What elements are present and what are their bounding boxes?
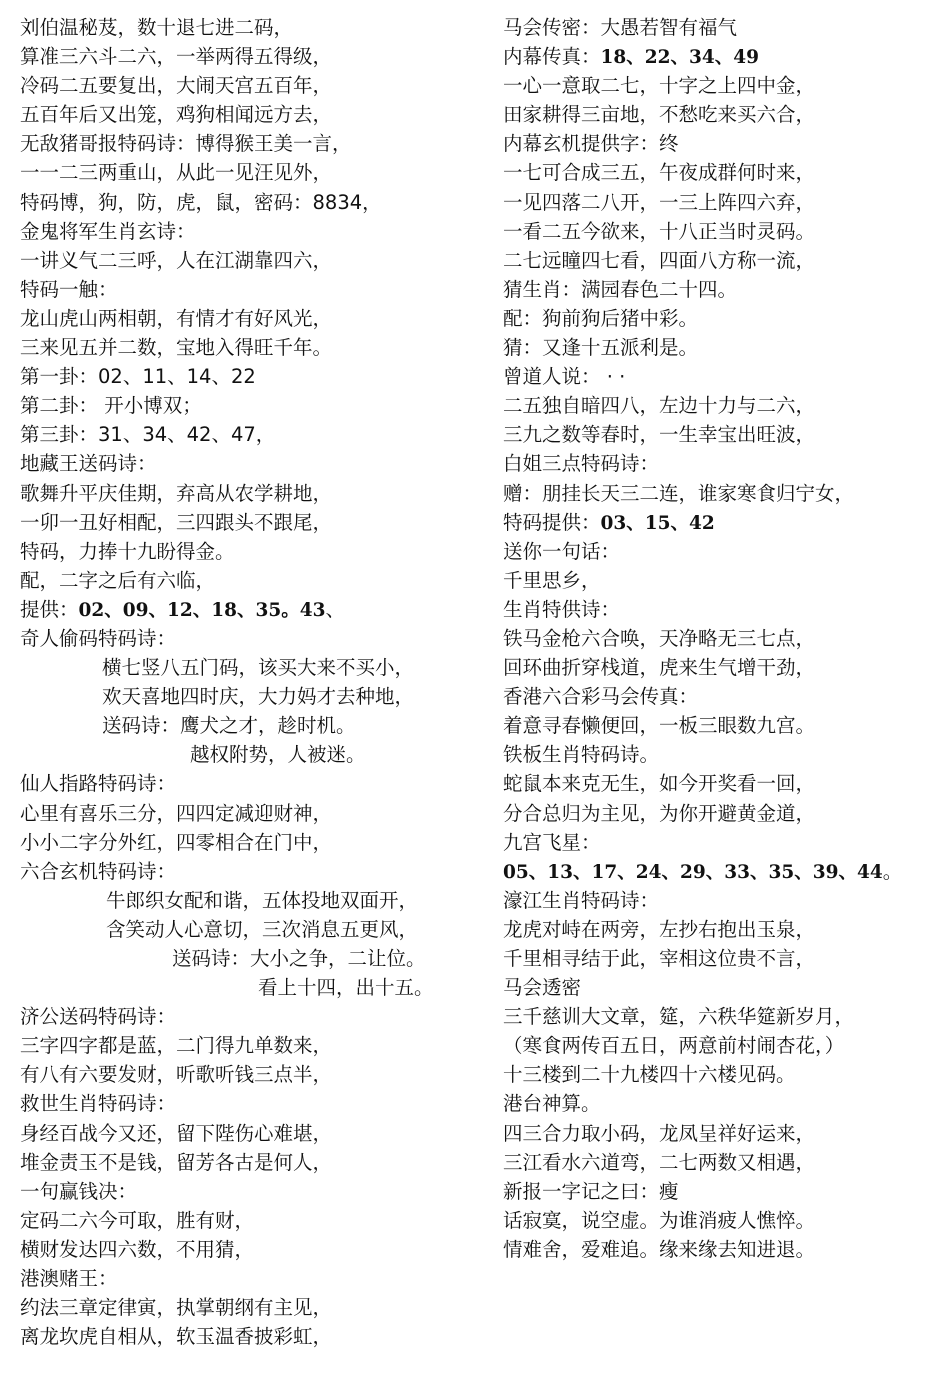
right-line: 回环曲折穿栈道，虎来生气增干劲，: [503, 656, 816, 680]
left-line: 一卯一丑好相配，三四跟头不跟尾，: [20, 510, 333, 534]
left-line: 济公送码特码诗：: [20, 1005, 177, 1029]
right-line: 猜生肖：满园春色二十四。: [503, 277, 738, 301]
left-line: 六合玄机特码诗：: [20, 859, 177, 883]
left-line: 横七竖八五门码，该买大来不买小，: [102, 656, 415, 680]
right-line: 龙虎对峙在两旁，左抄右抱出玉泉，: [503, 917, 816, 941]
left-line: 特码，力捧十九盼得金。: [20, 539, 235, 563]
left-column: [20, 13, 490, 1351]
right-line: 港台神算。: [503, 1092, 601, 1116]
left-line: 横财发达四六数，不用猜，: [20, 1237, 255, 1261]
left-line: 五百年后又出笼，鸡狗相闻远方去，: [20, 103, 333, 127]
left-line: 心里有喜乐三分，四四定减迎财神，: [20, 801, 333, 825]
left-line: 奇人偷码特码诗：: [20, 626, 177, 650]
left-line: 离龙坎虎自相从，软玉温香披彩虹，: [20, 1325, 333, 1349]
right-line: 话寂寞，说空虚。为谁消疲人憔悴。: [503, 1208, 816, 1232]
right-line: [503, 42, 923, 71]
right-line: 送你一句话：: [503, 539, 621, 563]
right-line: 一见四落二八开，一三上阵四六弃，: [503, 190, 816, 214]
code-numbers: 18、22、34、49: [600, 47, 759, 69]
right-line: （寒食两传百五日，两意前村闹杏花，）: [503, 1034, 845, 1058]
left-line: 身经百战今又还，留下陛伤心难堪，: [20, 1121, 333, 1145]
left-line: 第三卦：31、34、42、47，: [20, 423, 276, 447]
right-line: 二七远瞳四七看，四面八方称一流，: [503, 248, 816, 272]
left-line: 约法三章定律寅，执掌朝纲有主见，: [20, 1296, 333, 1320]
left-line: 第二卦： 开小博双；: [20, 394, 202, 418]
code-numbers: 05、13、17、24、29、33、35、39、44: [503, 861, 883, 883]
right-line: 铁马金枪六合唤，天净略无三七点，: [503, 626, 816, 650]
left-line: [20, 595, 490, 624]
left-line: 越权附势，人被迷。: [190, 743, 366, 767]
left-line: 送码诗：大小之争，二让位。: [172, 947, 426, 970]
right-line: 白姐三点特码诗：: [503, 452, 660, 476]
left-line: 小小二字分外红，四零相合在门中，: [20, 830, 333, 854]
right-line: 赠：朋挂长天三二连，谁家寒食归宁女，: [503, 481, 855, 505]
left-line: 定码二六今可取，胜有财，: [20, 1208, 255, 1232]
line-label: 特码提供：: [503, 510, 601, 534]
right-line: 曾道人说： · ·: [503, 365, 626, 389]
left-line: 送码诗：鹰犬之才，趁时机。: [102, 714, 356, 738]
line-suffix: 。: [882, 859, 903, 883]
right-line: 猜：又逢十五派利是。: [503, 336, 699, 360]
right-line: 马会透密: [503, 976, 582, 1000]
right-line: 新报一字记之曰：瘦: [503, 1179, 679, 1203]
left-line: 刘伯温秘芨，数十退七进二码，: [20, 16, 294, 39]
left-line: 无敌猪哥报特码诗：博得猴王美一言，: [20, 132, 352, 156]
right-line: 十三楼到二十九楼四十六楼见码。: [503, 1063, 796, 1087]
left-line: 牛郎织女配和谐，五体投地双面开，: [106, 888, 419, 912]
left-line: 三来见五并二数，宝地入得旺千年。: [20, 336, 333, 360]
right-line: 九宫飞星：: [503, 830, 601, 854]
right-line: 香港六合彩马会传真：: [503, 685, 699, 709]
right-column: [503, 13, 923, 1264]
left-line: 欢天喜地四时庆，大力妈才去种地，: [102, 685, 415, 709]
right-line: 一七可合成三五，午夜成群何时来，: [503, 161, 816, 185]
left-line: 一句赢钱决：: [20, 1179, 138, 1203]
right-line: 分合总归为主见，为你开避黄金道，: [503, 801, 816, 825]
left-line: 特码一触：: [20, 277, 118, 301]
right-line: 四三合力取小码，龙凤呈祥好运来，: [503, 1121, 816, 1145]
right-line: 三九之数等春时，一生幸宝出旺波，: [503, 423, 816, 447]
right-line: [503, 857, 923, 886]
left-line: 港澳赌王：: [20, 1267, 118, 1291]
right-line: 一心一意取二七，十字之上四中金，: [503, 74, 816, 98]
left-line: 冷码二五要复出，大闹天宫五百年，: [20, 74, 333, 98]
left-line: 歌舞升平庆佳期，弃高从农学耕地，: [20, 481, 333, 505]
right-line: [503, 508, 923, 537]
left-line: 地藏王送码诗：: [20, 452, 157, 476]
right-line: 配：狗前狗后猪中彩。: [503, 306, 699, 330]
right-line: 马会传密：大愚若智有福气: [503, 16, 738, 39]
left-line: 一一二三两重山，从此一见汪见外，: [20, 161, 333, 185]
left-line: 配，二字之后有六临，: [20, 568, 216, 592]
right-line: 三千慈训大文章，筵，六秩华筵新岁月，: [503, 1005, 855, 1029]
left-line: 特码博，狗，防，虎，鼠，密码：8834，: [20, 190, 382, 214]
left-line: 一讲义气二三呼，人在江湖靠四六，: [20, 248, 333, 272]
code-numbers: 03、15、42: [600, 512, 715, 534]
left-line: 含笑动人心意切，三次消息五更风，: [106, 917, 419, 941]
right-line: 生肖特供诗：: [503, 597, 621, 621]
right-line: 铁板生肖特码诗。: [503, 743, 660, 767]
right-line: 千里思乡，: [503, 568, 601, 592]
left-line: 金鬼将军生肖玄诗：: [20, 219, 196, 243]
left-line: 救世生肖特码诗：: [20, 1092, 177, 1116]
left-line: 堆金责玉不是钱，留芳各古是何人，: [20, 1150, 333, 1174]
left-line: 龙山虎山两相朝，有情才有好风光，: [20, 306, 333, 330]
right-line: 内幕玄机提供字：终: [503, 132, 679, 156]
line-label: 内幕传真：: [503, 45, 601, 69]
right-line: 濠江生肖特码诗：: [503, 888, 660, 912]
line-suffix: 、: [325, 597, 345, 621]
left-line: 三字四字都是蓝，二门得九单数来，: [20, 1034, 333, 1058]
right-line: 一看二五今欲来，十八正当时灵码。: [503, 219, 816, 243]
right-line: 千里相寻结于此，宰相这位贵不言，: [503, 947, 816, 970]
line-label: 提供：: [20, 597, 79, 621]
right-line: 情难舍，爱难追。缘来缘去知进退。: [503, 1237, 816, 1261]
right-line: 田家耕得三亩地，不愁吃来买六合，: [503, 103, 816, 127]
left-line: 看上十四，出十五。: [258, 976, 434, 1000]
right-line: 着意寻春懒便回，一板三眼数九宫。: [503, 714, 816, 738]
left-line: 有八有六要发财，听歌听钱三点半，: [20, 1063, 333, 1087]
left-line: 仙人指路特码诗：: [20, 772, 177, 796]
right-line: 蛇鼠本来克无生，如今开奖看一回，: [503, 772, 816, 796]
right-line: 三江看水六道弯，二七两数又相遇，: [503, 1150, 816, 1174]
right-line: 二五独自暗四八，左边十力与二六，: [503, 394, 816, 418]
left-line: 算准三六斗二六，一举两得五得级，: [20, 45, 333, 69]
code-numbers: 02、09、12、18、35。43: [78, 599, 326, 621]
left-line: 第一卦：02、11、14、22: [20, 365, 256, 389]
